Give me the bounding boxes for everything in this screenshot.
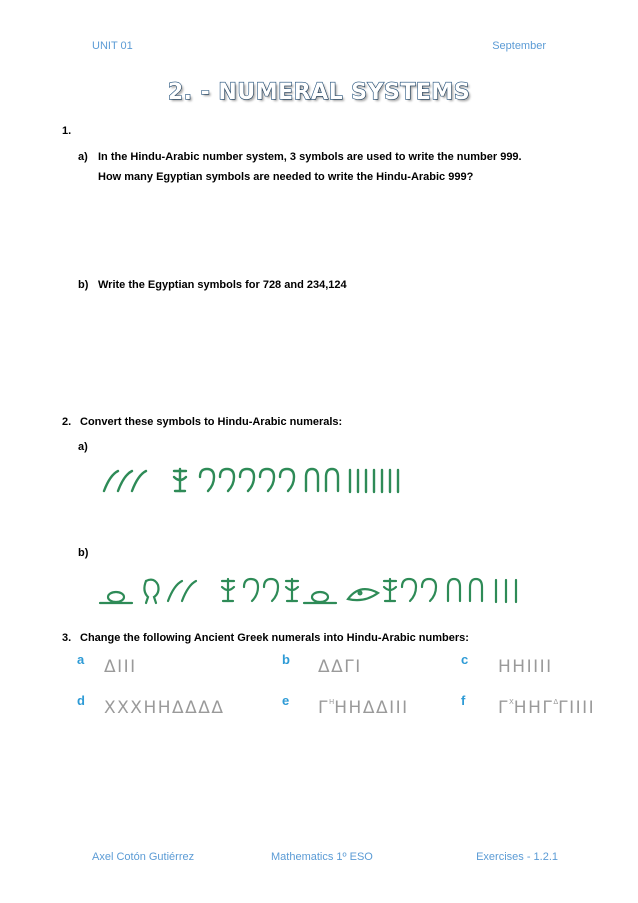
q1a-text-line1: In the Hindu-Arabic number system, 3 symbols are used to write the number 999. bbox=[98, 151, 522, 163]
q3-item-f-letter: f bbox=[461, 693, 466, 708]
q1b-text: Write the Egyptian symbols for 728 and 234,124 bbox=[98, 279, 347, 291]
q2-number: 2. bbox=[62, 416, 72, 428]
q3-text: Change the following Ancient Greek numerals into Hindu-Arabic numbers: bbox=[80, 632, 469, 644]
egyptian-lotus-flower-glyph bbox=[222, 579, 234, 601]
footer-course: Mathematics 1º ESO bbox=[271, 851, 373, 863]
egyptian-lotus-glyph bbox=[118, 471, 132, 491]
q3-item-b-numeral: ΔΔΓI bbox=[318, 657, 362, 677]
egyptian-coil-glyph bbox=[422, 579, 436, 601]
q3-item-f-sup: X bbox=[508, 698, 514, 706]
egyptian-heel-glyph bbox=[448, 579, 460, 601]
egyptian-lotus-glyph bbox=[168, 581, 182, 601]
egyptian-coil-glyph bbox=[264, 579, 278, 601]
egyptian-lotus-flower-glyph bbox=[384, 579, 396, 601]
egyptian-coil-glyph bbox=[240, 469, 254, 491]
page-title: 2. - NUMERAL SYSTEMS bbox=[167, 80, 471, 105]
q3-item-a-numeral: ΔIII bbox=[104, 657, 137, 677]
q3-item-d-numeral: XXXHHΔΔΔΔ bbox=[104, 698, 225, 718]
q3-item-e-main: HHΔΔIII bbox=[334, 698, 409, 718]
egyptian-tadpole-glyph bbox=[304, 592, 336, 603]
q2a-label: a) bbox=[78, 441, 88, 453]
egyptian-lotus-glyph bbox=[104, 471, 118, 491]
footer-author: Axel Cotón Gutiérrez bbox=[92, 851, 195, 863]
egyptian-coil-glyph bbox=[260, 469, 274, 491]
q3-number: 3. bbox=[62, 632, 72, 644]
egyptian-heel-glyph bbox=[470, 579, 482, 601]
q3-item-e-letter: e bbox=[282, 693, 290, 708]
egyptian-coil-glyph bbox=[244, 579, 258, 601]
egyptian-coil-glyph bbox=[200, 469, 214, 491]
egyptian-lotus-glyph bbox=[132, 471, 146, 491]
egyptian-lotus-flower-glyph bbox=[174, 469, 186, 491]
q3-item-e-sup: H bbox=[328, 698, 335, 706]
q3-item-c-numeral: HHIIII bbox=[498, 657, 553, 677]
q3-item-d-letter: d bbox=[77, 693, 85, 708]
header-month: September bbox=[492, 40, 546, 52]
header-unit: UNIT 01 bbox=[92, 40, 133, 52]
q1-number: 1. bbox=[62, 125, 72, 137]
q3-item-a-letter: a bbox=[77, 652, 85, 667]
egyptian-coil-glyph bbox=[220, 469, 234, 491]
q2-text: Convert these symbols to Hindu-Arabic numerals: bbox=[80, 416, 343, 428]
q1b-label: b) bbox=[78, 279, 89, 291]
q3-item-c-letter: c bbox=[461, 652, 469, 667]
q1a-text-line2: How many Egyptian symbols are needed to write the Hindu-Arabic 999? bbox=[98, 171, 474, 183]
q1a-label: a) bbox=[78, 151, 88, 163]
footer-ref: Exercises - 1.2.1 bbox=[476, 851, 558, 863]
egyptian-heel-glyph bbox=[326, 469, 338, 491]
egyptian-god-glyph bbox=[144, 580, 158, 603]
egyptian-lotus-flower-glyph bbox=[286, 579, 298, 601]
egyptian-numeral-b bbox=[98, 575, 528, 607]
q3-item-f-numeral: $\Gamma^XHH\Gamma^\Delta\Gamma IIII$ bbox=[498, 698, 596, 718]
q2b-label: b) bbox=[78, 547, 89, 559]
egyptian-tadpole-glyph bbox=[100, 592, 132, 603]
q3-item-e-numeral: $\Gamma^HHH\Delta\Delta III$ bbox=[318, 698, 409, 718]
q3-item-b-letter: b bbox=[282, 652, 290, 667]
egyptian-heel-glyph bbox=[306, 469, 318, 491]
egyptian-fish-glyph bbox=[348, 589, 378, 600]
egyptian-numeral-a bbox=[100, 465, 410, 497]
q3-item-f-mid-sup: Δ bbox=[553, 698, 559, 706]
egyptian-coil-glyph bbox=[402, 579, 416, 601]
egyptian-lotus-glyph bbox=[182, 581, 196, 601]
egyptian-coil-glyph bbox=[280, 469, 294, 491]
